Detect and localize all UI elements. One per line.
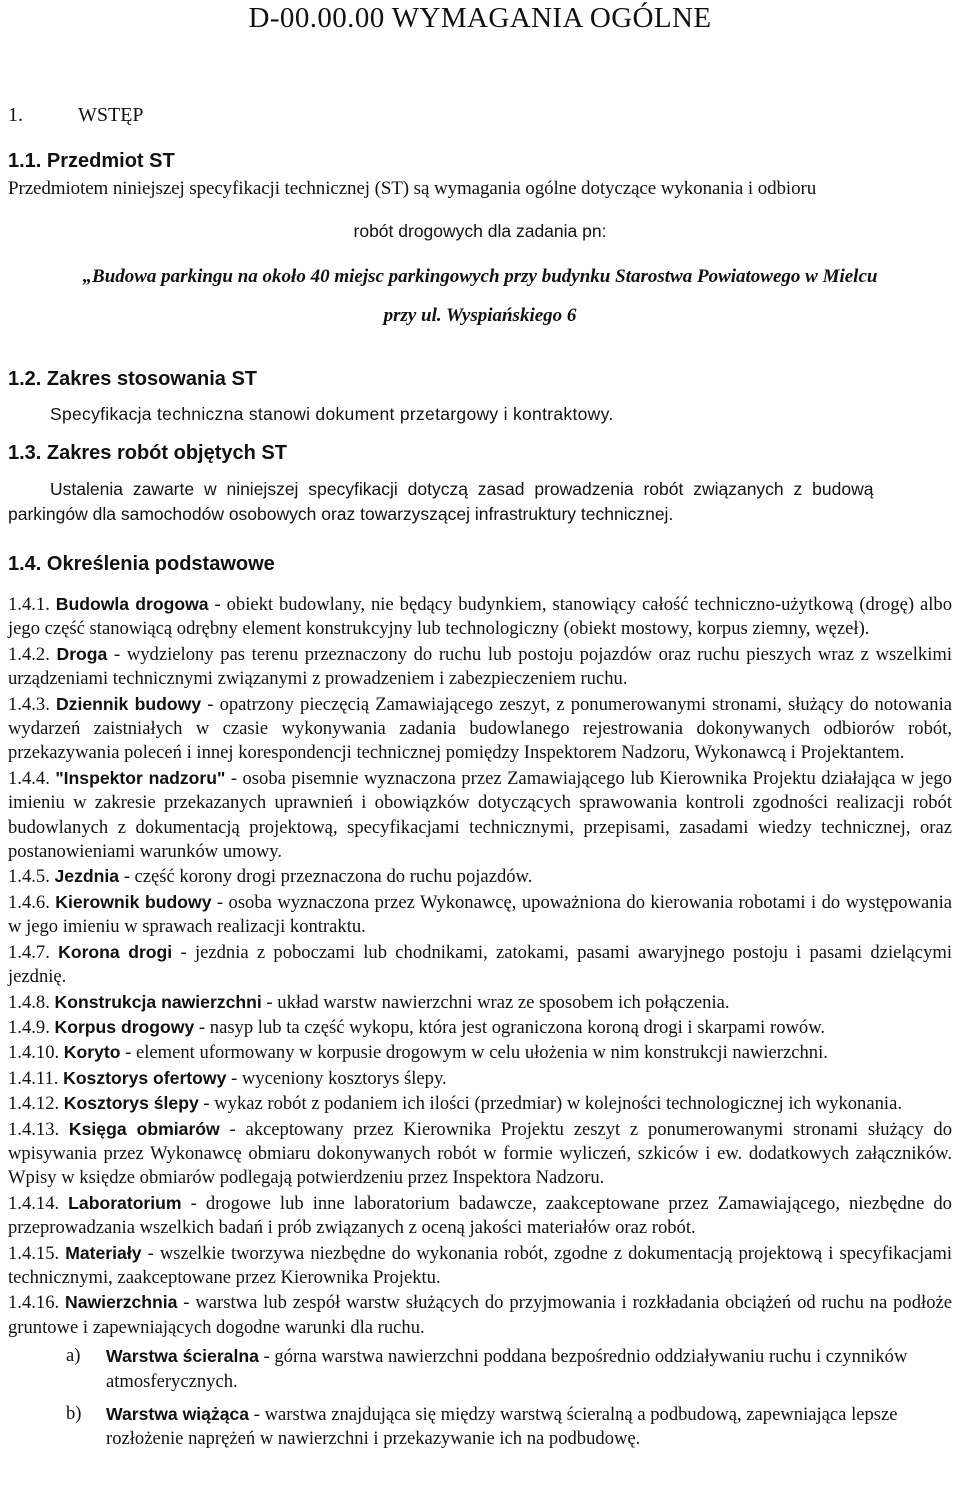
definition-term: Kosztorys ofertowy [63,1067,227,1088]
definition-term: Korpus drogowy [54,1016,195,1037]
definition-text: - akceptowany przez Kierownika Projektu zeszyt z ponumerowanymi stronami służący do wpisywania przez Wykonawcę obmiaru dokonywanych robót w formie wyliczeń, szkiców i ew. dodatkowych załączników. Wpisy w księdze obmiarów podlegają potwierdzeniu przez Inspektora Nadzoru. [8,1118,952,1189]
definition-text: - wykaz robót z podaniem ich ilości (przedmiar) w kolejności technologicznej ich wykonania. [198,1093,902,1115]
section-number: 1. [8,104,23,126]
definition-item: 1.4.9. Korpus drogowy - nasyp lub ta część wykopu, która jest ograniczona koroną drogi i skarpami rowów. [8,1016,826,1038]
definition-subitem [8,1344,952,1394]
definition-item: 1.4.12. Kosztorys ślepy - wykaz robót z podaniem ich ilości (przedmiar) w kolejności technologicznej ich wykonania. [8,1093,902,1115]
subitem-marker: a) [66,1345,81,1367]
definition-item: 1.4.15. Materiały - wszelkie tworzywa niezbędne do wykonania robót, zgodne z dokumentacją projektową i specyfikacjami technicznymi, zaakceptowane przez Kierownika Projektu. [8,1242,952,1288]
definition-item: 1.4.8. Konstrukcja nawierzchni - układ warstw nawierzchni wraz ze sposobem ich połączenia. [8,991,730,1013]
definition-text: - wyceniony kosztorys ślepy. [226,1067,447,1089]
paragraph-1-1-line1: Przedmiotem niniejszej specyfikacji technicznej (ST) są wymagania ogólne dotyczące wykonania i odbioru [8,178,817,199]
definition-item: 1.4.7. Korona drogi - jezdnia z poboczami lub chodnikami, zatokami, pasami awaryjnego postoju i pasami dzielącymi jezdnię. [8,941,952,988]
definition-term: "Inspektor nadzoru" [55,767,226,788]
definition-term: Droga [56,643,108,664]
definition-item: 1.4.11. Kosztorys ofertowy - wyceniony kosztorys ślepy. [8,1067,447,1089]
paragraph-1-3-line2: parkingów dla samochodów osobowych oraz towarzyszącej infrastruktury technicznej. [8,504,674,524]
project-name-line1: „Budowa parkingu na około 40 miejsc parkingowych przy budynku Starostwa Powiatowego w Mielcu [82,266,878,287]
definition-text: - osoba pisemnie wyznaczona przez Zamawiającego lub Kierownika Projektu działająca w jego imieniu w zakresie przekazanych uprawnień i obowiązków dotyczących sprawowania kontroli zgodności realizacji robót budowlanych z dokumentacją projektową, specyfikacjami technicznymi, przepisami, zasadami wiedzy technicznej, oraz postanowieniami warunków umowy. [8,767,952,863]
definition-text: - element uformowany w korpusie drogowym w celu ułożenia w nim konstrukcji nawierzchni. [120,1042,828,1064]
definition-term: Kosztorys ślepy [63,1093,199,1114]
definition-text: - część korony drogi przeznaczona do ruchu pojazdów. [119,866,533,888]
definition-term: Korona drogi [58,941,173,962]
definition-text: - obiekt budowlany, nie będący budynkiem, stanowiący całość techniczno-użytkową (drogę) albo jego część stanowiącą odrębny element konstrukcyjny lub technologiczny (obiekt mostowy, korpus ziemny, węzeł). [8,594,953,640]
subitem-marker: b) [66,1403,82,1424]
definition-item: 1.4.6. Kierownik budowy - osoba wyznaczona przez Wykonawcę, upoważniona do kierowania robotami i do występowania w jego imieniu w sprawach realizacji kontraktu. [8,891,952,938]
definition-term: Nawierzchnia [65,1292,178,1313]
section-title: WSTĘP [78,104,144,126]
definition-text: - drogowe lub inne laboratorium badawcze, zaakceptowane przez Zamawiającego, niezbędne do przeprowadzania wszelkich badań i prób związanych z oceną jakości materiałów oraz robót. [8,1192,952,1239]
subitem-text: - warstwa znajdująca się między warstwą ścieralną a podbudową, zapewniająca lepsze rozłożenie naprężeń w nawierzchni i przekazywanie ich na podbudowę. [106,1404,898,1450]
definition-item: 1.4.2. Droga - wydzielony pas terenu przeznaczony do ruchu lub postoju pojazdów oraz ruchu pieszych wraz z wszelkimi urządzeniami technicznymi związanymi z prowadzeniem i zabezpieczeniem ruchu. [8,643,952,690]
document-title: D-00.00.00 WYMAGANIA OGÓLNE [248,2,712,34]
definition-term: Koryto [63,1042,121,1063]
subitem-term: Warstwa wiążąca [106,1404,250,1424]
paragraph-1-1-line2: robót drogowych dla zadania pn: [353,221,607,241]
definition-term: Materiały [65,1242,142,1263]
paragraph-1-3-line1: Ustalenia zawarte w niniejszej specyfikacji dotyczą zasad prowadzenia robót związanych z budową [50,479,874,499]
project-name-line2: przy ul. Wyspiańskiego 6 [383,305,577,326]
definition-text: - wydzielony pas terenu przeznaczony do ruchu lub postoju pojazdów oraz ruchu pieszych wraz z wszelkimi urządzeniami technicznymi związanymi z prowadzeniem i zabezpieczeniem ruchu. [8,643,952,690]
definition-text: - nasyp lub ta część wykopu, która jest ograniczona koroną drogi i skarpami rowów. [194,1016,826,1038]
subitem-term: Warstwa ścieralna [106,1346,259,1367]
definition-term: Kierownik budowy [55,891,212,912]
definition-text: - warstwa lub zespół warstw służących do przyjmowania i rozkładania obciążeń od ruchu na podłoże gruntowe i zapewniających dogodne warunki dla ruchu. [8,1292,952,1338]
definitions-list [8,592,952,1452]
definition-text: - osoba wyznaczona przez Wykonawcę, upoważniona do kierowania robotami i do występowania w jego imieniu w sprawach realizacji kontraktu. [8,891,952,938]
definition-term: Księga obmiarów [68,1118,220,1139]
definition-term: Konstrukcja nawierzchni [54,991,262,1012]
definition-subitem [8,1402,952,1452]
heading-1-4: 1.4. Określenia podstawowe [8,553,275,575]
definition-text: - jezdnia z poboczami lub chodnikami, zatokami, pasami awaryjnego postoju i pasami dzielącymi jezdnię. [8,941,952,988]
heading-1-1: 1.1. Przedmiot ST [8,150,175,172]
definition-item: 1.4.4. "Inspektor nadzoru" - osoba pisemnie wyznaczona przez Zamawiającego lub Kierownika Projektu działająca w jego imieniu w zakresie przekazanych uprawnień i obowiązków dotyczących sprawowania kontroli zgodności realizacji robót budowlanych z dokumentacją projektową, specyfikacjami technicznymi, przepisami, zasadami wiedzy technicznej, oraz postanowieniami warunków umowy. [8,767,952,863]
definition-text: - opatrzony pieczęcią Zamawiającego zeszyt, z ponumerowanymi stronami, służący do notowania wydarzeń zaistniałych w czasie wykonywania zadania budowlanego rejestrowania dokonywanych odbiorów robót, przekazywania poleceń i innej korespondencji technicznej pomiędzy Inspektorem Nadzoru, Wykonawcą i Projektantem. [8,693,952,764]
definition-text: - wszelkie tworzywa niezbędne do wykonania robót, zgodne z dokumentacją projektową i specyfikacjami technicznymi, zaakceptowane przez Kierownika Projektu. [8,1242,952,1288]
subitem-text: - górna warstwa nawierzchni poddana bezpośrednio oddziaływaniu ruchu i czynników atmosferycznych. [106,1346,908,1392]
heading-1-2: 1.2. Zakres stosowania ST [8,368,257,390]
definition-term: Jezdnia [54,866,120,887]
definition-item: 1.4.3. Dziennik budowy - opatrzony pieczęcią Zamawiającego zeszyt, z ponumerowanymi stronami, służący do notowania wydarzeń zaistniałych w czasie wykonywania zadania budowlanego rejestrowania dokonywanych odbiorów robót, przekazywania poleceń i innej korespondencji technicznej pomiędzy Inspektorem Nadzoru, Wykonawcą i Projektantem. [8,693,952,764]
definition-item: 1.4.5. Jezdnia - część korony drogi przeznaczona do ruchu pojazdów. [8,866,533,888]
paragraph-1-2: Specyfikacja techniczna stanowi dokument przetargowy i kontraktowy. [50,404,614,424]
definition-item: 1.4.1. Budowla drogowa - obiekt budowlany, nie będący budynkiem, stanowiący całość techniczno-użytkową (drogę) albo jego część stanowiącą odrębny element konstrukcyjny lub technologiczny (obiekt mostowy, korpus ziemny, węzeł). [8,594,953,640]
definition-item: 1.4.16. Nawierzchnia - warstwa lub zespół warstw służących do przyjmowania i rozkładania obciążeń od ruchu na podłoże gruntowe i zapewniających dogodne warunki dla ruchu. [8,1292,952,1338]
heading-1-3: 1.3. Zakres robót objętych ST [8,442,287,464]
definition-term: Budowla drogowa [55,594,209,614]
definition-item: 1.4.14. Laboratorium - drogowe lub inne laboratorium badawcze, zaakceptowane przez Zamawiającego, niezbędne do przeprowadzania wszelkich badań i prób związanych z oceną jakości materiałów oraz robót. [8,1192,952,1239]
definition-item: 1.4.10. Koryto - element uformowany w korpusie drogowym w celu ułożenia w nim konstrukcji nawierzchni. [8,1042,828,1064]
definition-term: Laboratorium [68,1192,182,1213]
definition-term: Dziennik budowy [55,693,202,714]
definition-item: 1.4.13. Księga obmiarów - akceptowany przez Kierownika Projektu zeszyt z ponumerowanymi stronami służący do wpisywania przez Wykonawcę obmiaru dokonywanych robót w formie wyliczeń, szkiców i ew. dodatkowych załączników. Wpisy w księdze obmiarów podlegają potwierdzeniu przez Inspektora Nadzoru. [8,1118,952,1189]
definition-text: - układ warstw nawierzchni wraz ze sposobem ich połączenia. [261,991,730,1013]
